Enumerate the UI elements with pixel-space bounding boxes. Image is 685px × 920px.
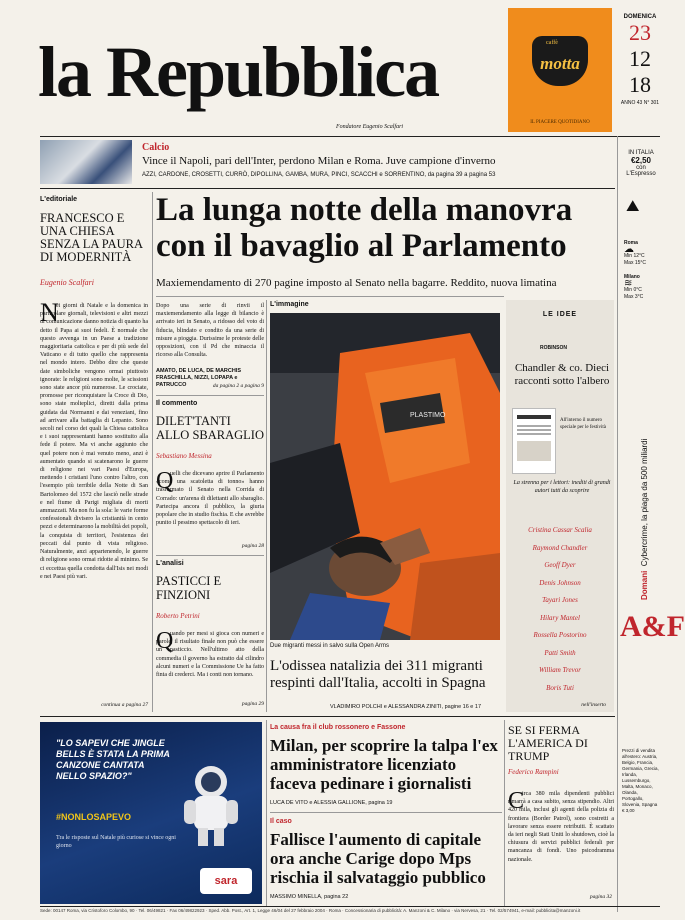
comment-body: uelli che dicevano aprire il Parlamento «come una scatoletta di tonno» hanno trasformato il Senato nella Corrida di Corrado: un'arena di dilettanti allo sbaraglio. Partecipa ancora il pubblico, la giuria popolare che in studio fischia. E che avrebbe punito il pessimo spettacolo di ieri.	[156, 471, 264, 527]
side-footer: Prezzi di vendita all'estero: Austria, Belgio, Francia, Germania, Grecia, Irlanda, Lussemburgo, Malta, Monaco, Olanda, Portogallo, Slovenia, Spagna € 3,00	[622, 748, 659, 813]
weather-min: Min 12°C	[624, 253, 645, 259]
analysis-title[interactable]: PASTICCI E FINZIONI	[156, 574, 222, 602]
ideas-author[interactable]: William Trevor	[539, 666, 581, 674]
milan-headline[interactable]: Milan, per scoprire la talpa l'ex amministratore licenziato faceva pedinare i giornalisti	[270, 736, 498, 793]
italy-map-icon: ⛰	[626, 198, 640, 215]
date-year: 18	[629, 72, 651, 97]
ideas-continue[interactable]: nell'inserto	[581, 702, 606, 708]
weather-min: Min 0°C	[624, 287, 642, 293]
main-story-body: Dopo una serie di rinvii il maxiemendamento alla legge di bilancio è arrivato ieri in Senato, a ridosso del voto di fiducia, blindato e condito da una serie di misure a pioggia. Durissime le proteste delle opposizioni, con il Pd che minaccia il ricorso alla Consulta.	[156, 303, 264, 359]
ideas-book-text: All'interno il numero speciale per le festività	[560, 418, 606, 430]
date-day: 23	[629, 20, 651, 45]
tomorrow-text: Cybercrime, la piaga da 500 miliardi	[640, 438, 649, 567]
price-note: con L'Espresso	[626, 165, 656, 177]
comment-kicker: Il commento	[156, 400, 198, 407]
editorial-dropcap: N	[40, 298, 59, 327]
coffee-slogan: IL PIACERE QUOTIDIANO	[530, 120, 590, 125]
photo-headline[interactable]: L'odissea natalizia dei 311 migranti respinti dall'Italia, accolti in Spagna	[270, 658, 486, 691]
migrants-photo[interactable]	[270, 313, 500, 640]
editorial-continue[interactable]: continua a pagina 27	[101, 702, 148, 708]
coffee-brand: motta	[540, 54, 580, 73]
analysis-body: uando per mesi si gioca con numeri e parole, il risultato finale non può che essere un pasticcio. Nell'ultimo atto della commedia il governo ha estratto dal cilindro alcuni numeri e la Commissione Ue ha fatto finta di crederci. Ma i conti non tornano.	[156, 631, 264, 679]
price-label: IN ITALIA	[628, 150, 654, 156]
editorial-author: Eugenio Scalfari	[40, 278, 94, 287]
weather-city: Roma	[624, 240, 638, 246]
photo-credits: VLADIMIRO POLCHI e ALESSANDRA ZINITI, pagine 16 e 17	[330, 704, 482, 710]
astronaut-icon	[180, 762, 242, 846]
weather-block	[624, 240, 660, 300]
ideas-title[interactable]: Chandler & co. Dieci racconti sotto l'albero	[514, 362, 610, 387]
migrants-photo-illustration	[270, 313, 500, 640]
analysis-author: Roberto Petrini	[156, 612, 200, 620]
analysis-continue[interactable]: pagina 29	[241, 701, 264, 707]
masthead-title: la Repubblica	[38, 32, 439, 112]
ideas-author[interactable]: Denis Johnson	[539, 578, 581, 587]
ideas-author[interactable]: Cristina Cassar Scalia	[528, 526, 592, 534]
vest-label: PLASTIMO	[410, 412, 446, 419]
sport-kicker: Calcio	[142, 142, 170, 153]
date-weekday: DOMENICA	[623, 14, 657, 20]
analysis-dropcap: Q	[156, 628, 174, 654]
ad-headline: "LO SAPEVI CHE JINGLE BELLS È STATA LA PRIMA CANZONE CANTATA NELLO SPAZIO?"	[56, 738, 170, 781]
tomorrow-teaser[interactable]	[640, 400, 654, 600]
ideas-author[interactable]: Geoff Dyer	[544, 561, 576, 569]
ideas-author[interactable]: Patti Smith	[544, 648, 576, 657]
weather-city: Milano	[624, 274, 640, 280]
carige-credits: MASSIMO MINELLA, pagina 22	[270, 894, 349, 900]
ad-brand: sara	[200, 868, 252, 894]
comment-continue[interactable]: pagina 28	[241, 543, 264, 549]
usa-title[interactable]: SE SI FERMA L'AMERICA DI TRUMP	[508, 723, 588, 763]
price-box	[622, 150, 660, 177]
milan-kicker: La causa fra il club rossonero e Fassone	[270, 724, 406, 731]
coffee-brand-small: caffè	[546, 40, 558, 46]
editorial-title[interactable]: FRANCESCO E UNA CHIESA SENZA LA PAURA DI MODERNITÀ	[40, 211, 143, 264]
editorial-kicker: L'editoriale	[40, 196, 78, 203]
photo-caption: Due migranti messi in salvo sulla Open Arms	[270, 643, 390, 649]
ideas-tag: ROBINSON	[540, 345, 567, 351]
date-month: 12	[629, 46, 651, 71]
ideas-kicker: LE IDEE	[542, 311, 578, 318]
tomorrow-label: Domani	[640, 570, 649, 600]
af-logo[interactable]: A&F	[620, 610, 685, 643]
ideas-authors	[506, 522, 614, 697]
usa-dropcap: C	[508, 788, 525, 814]
date-edition: ANNO 43 N° 301	[620, 100, 660, 106]
main-story-credits: AMATO, DE LUCA, DE MARCHIS FRASCHILLA, NIZZI, LOPAPA e PATRUCCO	[156, 368, 242, 388]
insurance-ad[interactable]	[40, 722, 262, 904]
usa-body: irca 380 mila dipendenti pubblici rimarrà a casa subito, senza stipendio. Altri 420 mila, inclusi gli agenti della polizia di frontiera (Border Patrol), sono costretti a lavorare senza essere retribuiti. È scattato da ieri negli Stati Uniti lo shutdown, cioè la chiusura di servizi pubblici federali per mancanza di fondi. Uno psicodramma nazionale.	[508, 791, 614, 863]
coffee-cup-icon	[532, 36, 588, 86]
ad-hashtag: #NONLOSAPEVO	[56, 812, 132, 822]
ideas-author[interactable]: Boris Tuti	[546, 683, 574, 692]
usa-continue[interactable]: pagina 32	[589, 894, 612, 900]
ideas-strenna: La strenna per i lettori: inediti di grandi autori tutti da scoprire	[513, 480, 611, 494]
ideas-author[interactable]: Rossella Postorino	[533, 631, 587, 639]
page-footer: Sede: 00147 Roma, via Cristoforo Colombo, 90 · Tel. 06/49821 · Fax 06/49822923 · Sped. Abb. Post., Art. 1, Legge 46/04 del 27 febbraio 2004 · Roma · Concessionaria di pubblicità: A. Manzoni & C. Milano · via Nervesa, 21 · Tel. 02/574941, e-mail: pubblicita@manzoni.it	[40, 908, 581, 913]
ad-small-text: Tra le risposte sul Natale più curiose si vince ogni giorno	[56, 835, 176, 849]
coffee-ad[interactable]	[508, 8, 612, 132]
ideas-author[interactable]: Tayari Jones	[542, 596, 578, 604]
main-headline[interactable]: La lunga notte della manovra con il bavaglio al Parlamento	[156, 192, 573, 264]
weather-max: Max 3°C	[624, 293, 644, 300]
carige-headline[interactable]: Fallisce l'aumento di capitale ora anche Carige dopo Mps rischia il salvataggio pubblico	[270, 830, 486, 887]
weather-max: Max 15°C	[624, 259, 647, 266]
sport-tags: AZZI, CARDONE, CROSETTI, CURRÒ, DIPOLLINA, GAMBA, MURA, PINCI, SCACCHI e SORRENTINO, da pagina 39 a pagina 53	[142, 172, 496, 178]
main-story-continue[interactable]: da pagina 2 a pagina 9	[212, 383, 264, 389]
milan-credits: LUCA DE VITO e ALESSIA GALLIONE, pagina 19	[270, 800, 393, 806]
founder-line: Fondatore Eugenio Scalfari	[336, 124, 404, 130]
usa-author: Federico Rampini	[508, 768, 559, 776]
sport-headline[interactable]: Vince il Napoli, pari dell'Inter, perdono Milan e Roma. Juve campione d'inverno	[142, 155, 496, 167]
comment-title[interactable]: DILET'TANTI ALLO SBARAGLIO	[156, 414, 264, 442]
comment-author: Sebastiano Messina	[156, 452, 212, 460]
fog-icon: ≋	[624, 277, 633, 289]
analysis-kicker: L'analisi	[156, 560, 184, 567]
editorial-body: ei giorni di Natale e la domenica in particolare giornali, televisioni e altri mezzi di comunicazione danno notizia di quanto ha detto il Papa ai suoi fedeli. È normale che questo avvenga in un Paese a tradizione maggioritaria cattolica e per di più sede del Vaticano e di tutto quello che rappresenta nel mondo intero. Debbo dire che queste date simboliche vengono ormai piuttosto ignorate: le religioni sono molte, le scissioni sono state ancor più numerose. Le crociate, promosse per riconquistare la Croce di Dio, sono state molteplici, diretti dalla prima guidata dai Normanni e dai veneziani, fino ad arrivare alla battaglia di Lepanto. Sono secoli nel corso dei quali la Chiesa cattolica e i suoi rappresentanti hanno sostituito alla fede il potere. Ma vi anche aggiunto che quel potere non è mai venuto meno, anzi è aumentato quando si scatenarono le guerre di religione nei vari Paesi d'Europa, mettendo i cristiani l'uno contro l'altro, con l'esempio più terribile della Notte di San Bartolomeo del 1572 che lasciò nelle strade e nel fiume di Parigi migliaia di morti ammazzati. Ma non fu la sola: le varie forme confessionali divisero la cristianità in cento pezzi e determinarono la mobilità dei popoli, la conquista di territori, l'esistenza dei peccati dal punto di vista religioso. Naturalmente, anzi appartenendo, le guerre di religione sono ormai ridotte al minimo. Se ci eccettua quella condotta dall'Isis nei modi e nei Paesi più vari.	[40, 303, 148, 580]
comment-dropcap: Q	[156, 468, 174, 494]
cloud-icon: ☁	[624, 243, 634, 255]
ideas-author[interactable]: Raymond Chandler	[532, 543, 588, 552]
carige-kicker: Il caso	[270, 818, 292, 825]
date-box	[620, 14, 660, 106]
main-subhead: Maxiemendamento di 270 pagine imposto al Senato nella bagarre. Reddito, nuova limatina	[156, 277, 557, 289]
price-value: €2,50	[630, 156, 652, 165]
ideas-author[interactable]: Hilary Mantel	[540, 613, 580, 622]
photo-kicker: L'immagine	[270, 301, 309, 308]
book-cover-icon[interactable]	[512, 408, 556, 474]
sport-photo[interactable]	[40, 140, 132, 184]
